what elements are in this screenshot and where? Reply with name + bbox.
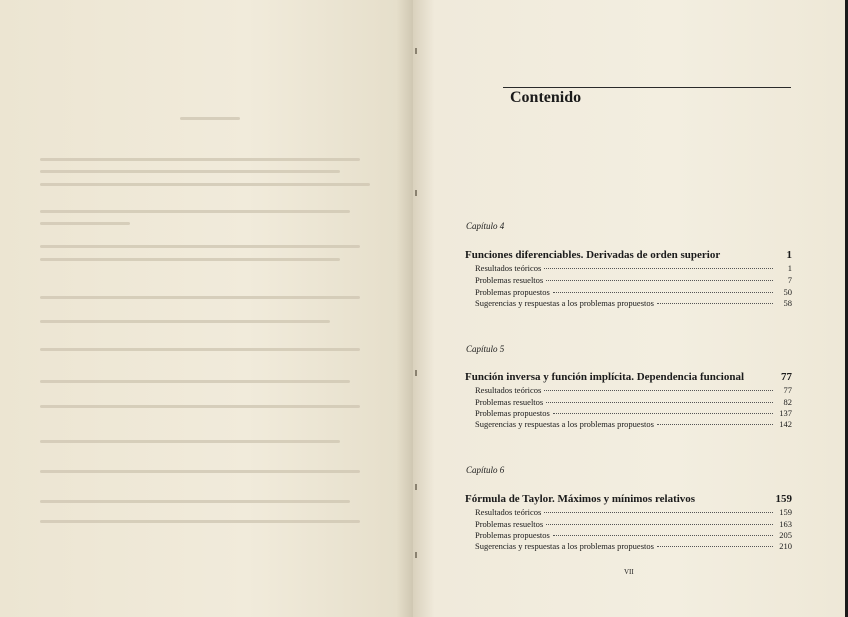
title-rule (503, 87, 791, 88)
toc-entry[interactable] (475, 507, 792, 517)
entry-page: 82 (783, 397, 792, 407)
entry-page: 137 (779, 408, 792, 418)
toc-entry[interactable] (475, 397, 792, 407)
leader-dots (657, 546, 773, 547)
entry-label: Sugerencias y respuestas a los problemas propuestos (475, 298, 654, 308)
leader-dots (657, 303, 773, 304)
chapter-title: Función inversa y función implícita. Dependencia funcional (465, 371, 744, 383)
entry-label: Problemas resueltos (475, 397, 544, 407)
entry-label: Problemas resueltos (475, 519, 544, 529)
entry-page: 1 (787, 263, 792, 273)
entry-page: 77 (783, 385, 792, 395)
chapter-title: Fórmula de Taylor. Máximos y mínimos relativos (465, 493, 696, 505)
toc-entry[interactable] (475, 263, 792, 273)
entry-label: Problemas propuestos (475, 287, 550, 297)
leader-dots (553, 292, 773, 293)
leader-dots (546, 280, 773, 281)
leader-dots (544, 390, 773, 391)
leader-dots (546, 402, 773, 403)
entry-label: Resultados teóricos (475, 507, 542, 517)
entry-label: Problemas resueltos (475, 275, 544, 285)
leader-dots (544, 512, 773, 513)
binding-mark (415, 484, 417, 490)
entry-page: 58 (783, 298, 792, 308)
chapter-label: Capítulo 6 (466, 465, 505, 475)
chapter-page: 1 (786, 249, 792, 261)
toc-entry[interactable] (475, 385, 792, 395)
entry-page: 210 (779, 541, 792, 551)
toc-entry[interactable] (475, 298, 792, 308)
entry-label: Sugerencias y respuestas a los problemas propuestos (475, 541, 654, 551)
chapter-title: Funciones diferenciables. Derivadas de orden superior (465, 249, 721, 261)
toc-entry[interactable] (475, 275, 792, 285)
binding-mark (415, 552, 417, 558)
entry-page: 50 (783, 287, 792, 297)
binding-mark (415, 370, 417, 376)
binding-mark (415, 190, 417, 196)
toc-entry[interactable] (475, 530, 792, 540)
entry-label: Sugerencias y respuestas a los problemas propuestos (475, 419, 654, 429)
chapter-heading (465, 493, 792, 505)
page-title: Contenido (510, 89, 582, 106)
leader-dots (544, 268, 773, 269)
chapter-page: 159 (775, 493, 792, 505)
toc-entry[interactable] (475, 287, 792, 297)
entry-label: Resultados teóricos (475, 385, 542, 395)
entry-page: 163 (779, 519, 792, 529)
leader-dots (553, 413, 773, 414)
entry-page: 159 (779, 507, 792, 517)
leader-dots (553, 535, 773, 536)
chapter-label: Capítulo 4 (466, 221, 505, 231)
entry-label: Problemas propuestos (475, 530, 550, 540)
chapter-page: 77 (781, 371, 792, 383)
left-page-blank (0, 0, 413, 617)
binding-mark (415, 48, 417, 54)
toc-entry[interactable] (475, 519, 792, 529)
toc-entry[interactable] (475, 419, 792, 429)
chapter-label: Capítulo 5 (466, 344, 505, 354)
leader-dots (657, 424, 773, 425)
entry-label: Problemas propuestos (475, 408, 550, 418)
entry-page: 205 (779, 530, 792, 540)
chapter-heading (465, 249, 792, 261)
toc-entry[interactable] (475, 408, 792, 418)
entry-page: 7 (787, 275, 792, 285)
entry-label: Resultados teóricos (475, 263, 542, 273)
page-number: VII (624, 568, 634, 576)
leader-dots (546, 524, 773, 525)
toc-entry[interactable] (475, 541, 792, 551)
chapter-heading (465, 371, 792, 383)
right-page-contents (413, 0, 845, 617)
entry-page: 142 (779, 419, 792, 429)
